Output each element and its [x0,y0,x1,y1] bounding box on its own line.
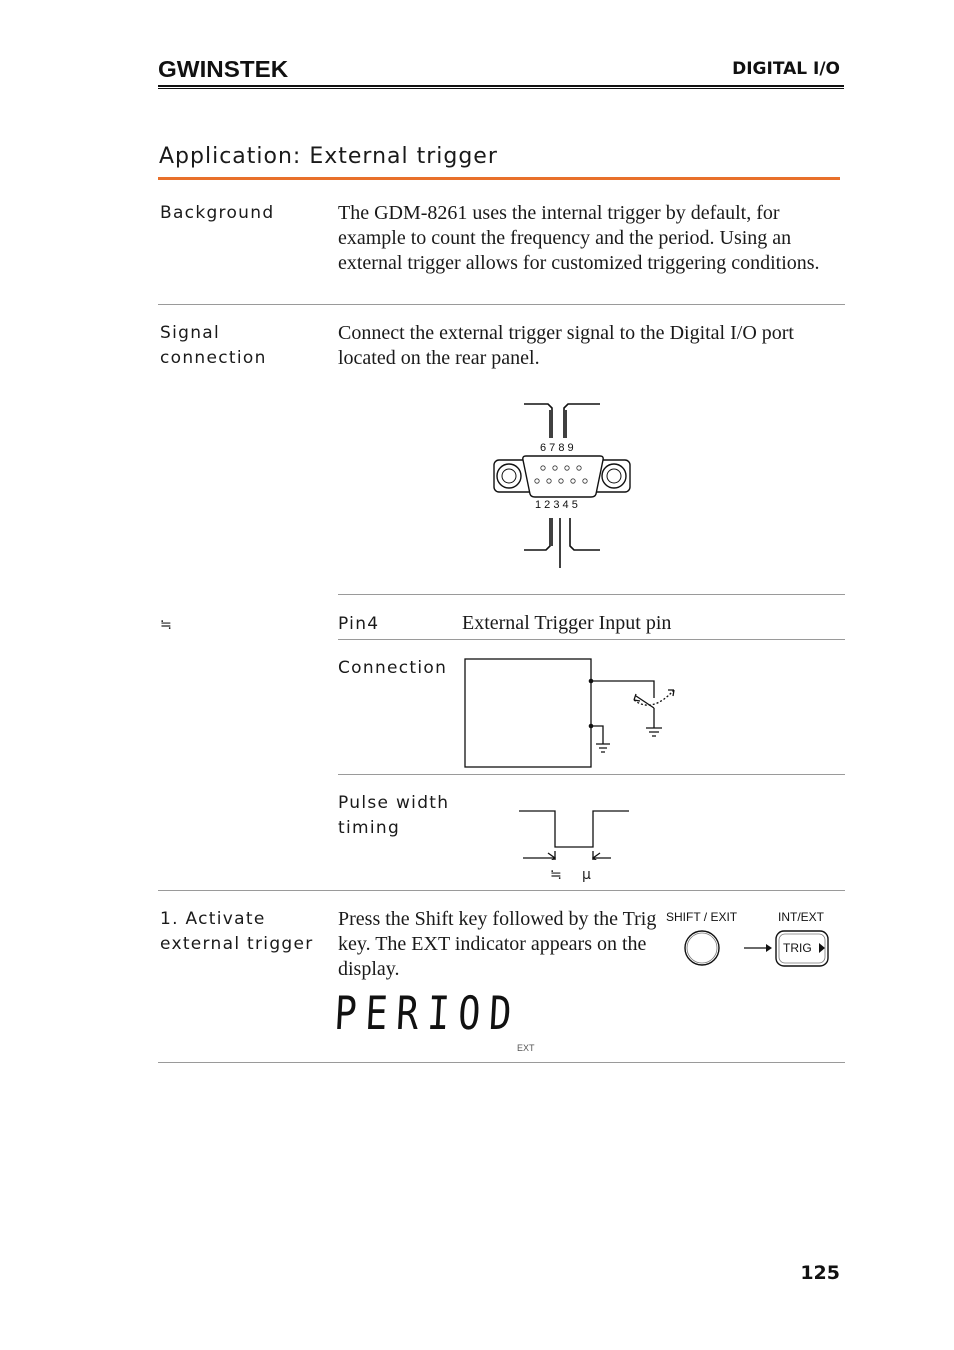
db9-connector-diagram [490,398,640,573]
bottom-pin-numbers: 1 2 3 4 5 [535,499,578,511]
mount-screw-right-inner [607,469,621,483]
mount-screw-right [602,464,626,488]
node-trigger [589,679,594,684]
pulse-label-line1: Pulse width [338,793,450,813]
header-rule [158,85,844,87]
pulse-symbol: ≒ [550,867,562,883]
signal-label-line1: Signal [160,323,221,343]
pin-label: Pin4 [338,614,380,634]
row-divider [158,1062,845,1063]
lead-bottom-3 [570,518,600,550]
top-pin-numbers: 6 7 8 9 [540,442,574,454]
page-number: 125 [800,1262,840,1284]
header-rule-thin [158,88,844,89]
row-divider [158,304,845,305]
pulse-label [338,791,449,841]
connector-d-shell [523,456,603,497]
mount-screw-left [497,464,521,488]
signal-label-line2: connection [160,348,267,368]
brand-logo: GWINSTEK [158,56,289,82]
ext-indicator: EXT [517,1043,535,1053]
trig-key-text: TRIG [783,941,812,955]
shift-key-label: SHIFT / EXIT [666,910,738,924]
lead-top-4 [564,404,600,438]
pin-2 [547,479,551,483]
connection-label: Connection [338,658,448,678]
chapter-title: DIGITAL I/O [732,59,840,79]
signal-label [160,321,267,371]
shift-key-icon[interactable] [685,931,719,965]
pin-description: External Trigger Input pin [462,612,672,634]
signal-text: Connect the external trigger signal to the Digital I/O port located on the rear panel. [338,322,794,369]
trig-key-caption: INT/EXT [778,910,825,924]
pulse-unit: μ [582,867,591,883]
sequence-arrow-head [766,944,772,952]
lead-bottom-1 [524,518,550,550]
pin-3 [559,479,563,483]
note-symbol: ≒ [160,617,172,633]
background-label: Background [160,203,275,223]
ground-symbol-switch [646,728,662,736]
ground-line [591,726,603,744]
section-title: Application: External trigger [159,144,498,169]
row-divider [158,890,845,891]
activate-label-line1: 1. Activate [160,909,266,929]
segment-display: PERIOD [332,986,522,1040]
node-ground [589,724,594,729]
device-box [465,659,591,767]
pulse-waveform [519,811,629,847]
ground-symbol-device [596,744,610,752]
pulse-timing-diagram [515,805,635,860]
pin-1 [535,479,539,483]
lead-top-1 [524,404,552,438]
pin-6 [541,466,545,470]
pin-4 [571,479,575,483]
section-title-rule [158,177,840,180]
timing-arrow-right-head [593,853,600,860]
pin-7 [553,466,557,470]
connection-row-rule [338,774,845,775]
background-text: The GDM-8261 uses the internal trigger by default, for example to count the frequency and the period. Using an external trigger allows for customized triggering conditions. [338,202,820,274]
pin-5 [583,479,587,483]
trigger-line [591,681,654,698]
activate-label [160,907,314,957]
pin-8 [565,466,569,470]
activate-text: Press the Shift key followed by the Trig key. The EXT indicator appears on the display. [338,908,657,980]
pin-table-top-rule [338,594,845,595]
mount-screw-left-inner [502,469,516,483]
switch-contact [636,696,654,708]
pin-row-rule [338,639,845,640]
activate-label-line2: external trigger [160,934,314,954]
pin-9 [577,466,581,470]
pulse-label-line2: timing [338,818,401,838]
connection-circuit-diagram [462,656,692,772]
timing-arrow-left-head [548,853,555,860]
